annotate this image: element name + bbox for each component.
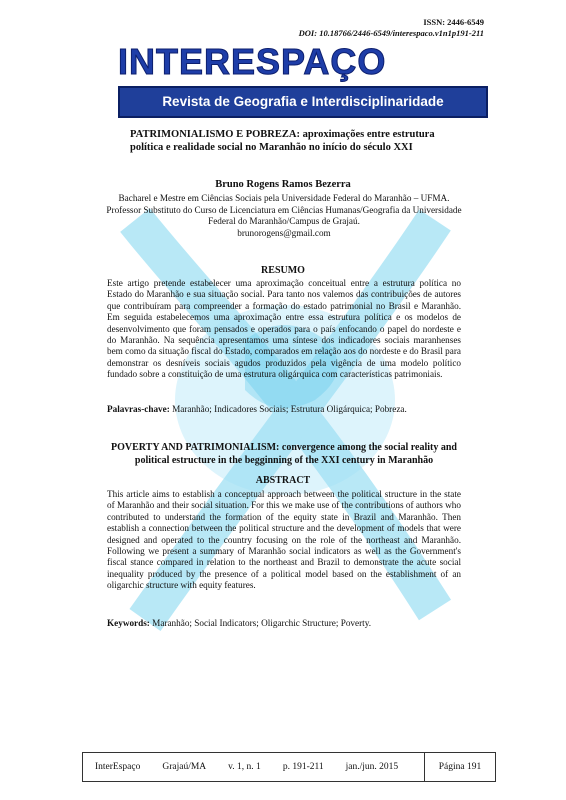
article-title-pt: PATRIMONIALISMO E POBREZA: aproximações entre estrutura política e realidade social no Maranhão no início do século XXI <box>130 129 435 153</box>
keywords <box>107 618 461 629</box>
footer-page-number: Página 191 <box>424 753 495 781</box>
page-footer <box>82 752 496 782</box>
footer-pages: p. 191-211 <box>282 762 324 772</box>
author-email: brunorogens@gmail.com <box>237 227 331 238</box>
issn-text: ISSN: 2446-6549 <box>423 17 484 27</box>
affiliation-text: Bacharel e Mestre em Ciências Sociais pela Universidade Federal do Maranhão – UFMA. Professor Substituto do Curso de Licenciatura em Ciências Humanas/Geografia da Universidade Federal do Maranhão/Campus de Grajaú. <box>106 193 462 226</box>
article-title-en: POVERTY AND PATRIMONIALISM: convergence among the social reality and political estructure in the begginning of the XXI century in Maranhão <box>111 442 457 466</box>
footer-meta <box>83 762 424 772</box>
abstract-heading: ABSTRACT <box>255 475 311 486</box>
author-name: Bruno Rogens Ramos Bezerra <box>215 179 351 190</box>
doi-text: DOI: 10.18766/2446-6549/interespaco.v1n1p191-211 <box>298 28 484 38</box>
palavras-values: Maranhão; Indicadores Sociais; Estrutura Oligárquica; Pobreza. <box>172 404 407 414</box>
resumo-text: Este artigo pretende estabelecer uma aproximação conceitual entre a estrutura política no Estado do Maranhão e sua situação social. Para tanto nos valemos das contribuições de autores que contribuíram para compreender a formação do estado patrimonial no Brasil e Maranhão. Em seguida estabelecemos uma aproximação entre essa estrutura política e os modelos de desenvolvimento que foram pensados e operados para o país enfocando o papel do nordeste e do Maranhão. Na sequência apresentamos uma síntese dos indicadores sociais maranhenses bem como da situação fiscal do Estado, comparados em relação aos do nordeste e do Brasil para demonstrar os desníveis sociais agudos produzidos pela vigência de uma modelo político fundado sobre a constituição de uma estrutura oligárquica com características patrimoniais. <box>107 278 461 380</box>
footer-journal: InterEspaço <box>95 762 141 772</box>
keywords-label: Keywords: <box>107 618 150 628</box>
keywords-values: Maranhão; Social Indicators; Oligarchic Structure; Poverty. <box>152 618 371 628</box>
journal-subtitle-bar: Revista de Geografia e Interdisciplinaridade <box>118 86 488 118</box>
footer-volume: v. 1, n. 1 <box>228 762 261 772</box>
resumo-heading: RESUMO <box>261 265 305 276</box>
abstract-text: This article aims to establish a conceptual approach between the political structure in the state of Maranhão and their social situation. For this we make use of the contributions of authors who contributed to understand the formation of the equity state in Brazil and Maranhão. Then establish a connection between the political structure and the development of models that were designed and operated to the country focusing on the role of the northeast and Maranhão. Following we present a summary of Maranhão social indicators as well as the Government's fiscal stance compared in relation to the northeast and Brazil to demonstrate the acute social inequality produced by the presence of a political model based on the establishment of an oligarchic structure with equity features. <box>107 489 461 591</box>
journal-logo <box>118 40 490 84</box>
palavras-label: Palavras-chave: <box>107 404 170 414</box>
issn-block <box>299 17 484 39</box>
author-affiliation <box>104 193 464 239</box>
palavras-chave <box>107 404 461 415</box>
footer-place: Grajaú/MA <box>162 762 207 772</box>
footer-date: jan./jun. 2015 <box>345 762 399 772</box>
logo-wordmark: INTERESPAÇO <box>118 41 387 82</box>
